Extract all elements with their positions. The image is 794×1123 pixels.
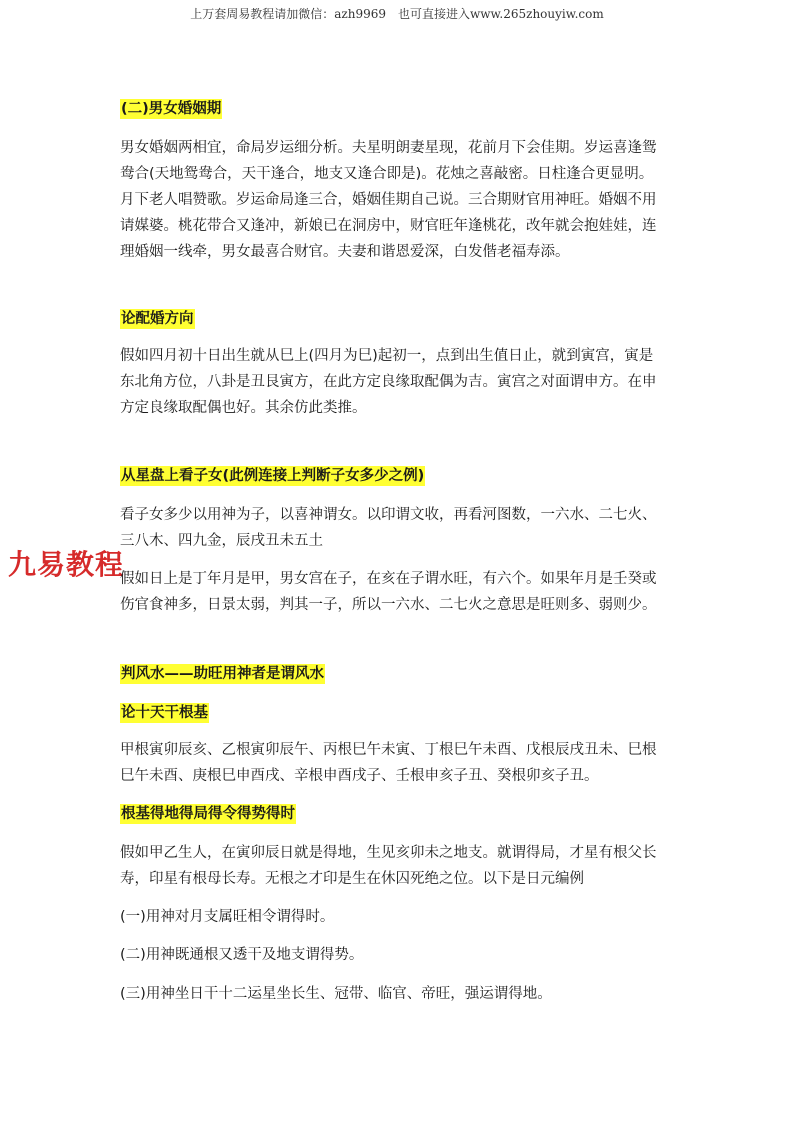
list-item-1: (一)用神对月支属旺相令谓得时。 bbox=[120, 909, 335, 925]
paragraph-children-example: 假如日上是丁年月是甲，男女宫在子，在亥在子谓水旺，有六个。如果年月是壬癸或伤官食神多，日景太弱，判其一子，所以一六水、二七火之意思是旺则多、弱则少。 bbox=[120, 571, 657, 613]
paragraph-marriage-direction: 假如四月初十日出生就从巳上(四月为巳)起初一，点到出生值日止，就到寅宫，寅是东北角方位，八卦是丑艮寅方，在此方定良缘取配偶为吉。寅宫之对面谓申方。在申方定良缘取配偶也好。其余仿此类推。 bbox=[120, 348, 657, 416]
section-title-root-conditions: 根基得地得局得令得势得时 bbox=[121, 806, 295, 822]
list-item-2: (二)用神既通根又透干及地支谓得势。 bbox=[120, 947, 364, 963]
section-title-stem-roots: 论十天干根基 bbox=[121, 705, 208, 721]
paragraph-root-conditions: 假如甲乙生人，在寅卯辰日就是得地，生见亥卯未之地支。就谓得局，才星有根父长寿，印星有根母长寿。无根之才印是生在休囚死绝之位。以下是日元编例 bbox=[120, 845, 657, 887]
paragraph-stem-roots: 甲根寅卯辰亥、乙根寅卯辰午、丙根巳午未寅、丁根巳午未酉、戊根辰戌丑未、巳根巳午未酉、庚根巳申酉戌、辛根申酉戌子、壬根申亥子丑、癸根卯亥子丑。 bbox=[120, 742, 657, 784]
paragraph-children-count: 看子女多少以用神为子，以喜神谓女。以印谓文收，再看河图数，一六水、二七火、三八木、四九金，辰戌丑未五土 bbox=[120, 507, 657, 549]
page-header: 上万套周易教程请加微信：azh9969 也可直接进入www.265zhouyiw.com bbox=[190, 7, 604, 21]
section-title-fengshui: 判风水——助旺用神者是谓风水 bbox=[121, 666, 324, 682]
section-title-marriage-direction: 论配婚方向 bbox=[121, 311, 194, 327]
watermark-logo: 九易教程 bbox=[8, 548, 125, 581]
paragraph-marriage-period: 男女婚姻两相宜，命局岁运细分析。夫星明朗妻星现，花前月下会佳期。岁运喜逢鸳鸯合(天地鸳鸯合，天干逢合，地支又逢合即是)。花烛之喜敲密。日柱逢合更显明。月下老人唱赞歌。岁运命局逢三合，婚姻佳期自己说。三合期财官用神旺。婚姻不用请媒婆。桃花带合又逢冲，新娘已在洞房中，财官旺年逢桃花，改年就会抱娃娃，连理婚姻一线牵，男女最喜合财官。夫妻和谐恩爱深，白发偕老福寿添。 bbox=[120, 140, 657, 260]
list-item-3: (三)用神坐日干十二运星坐长生、冠带、临官、帝旺，强运谓得地。 bbox=[120, 986, 552, 1002]
section-title-children: 从星盘上看子女(此例连接上判断子女多少之例) bbox=[121, 468, 425, 484]
section-title-marriage-period: (二)男女婚姻期 bbox=[121, 101, 222, 117]
